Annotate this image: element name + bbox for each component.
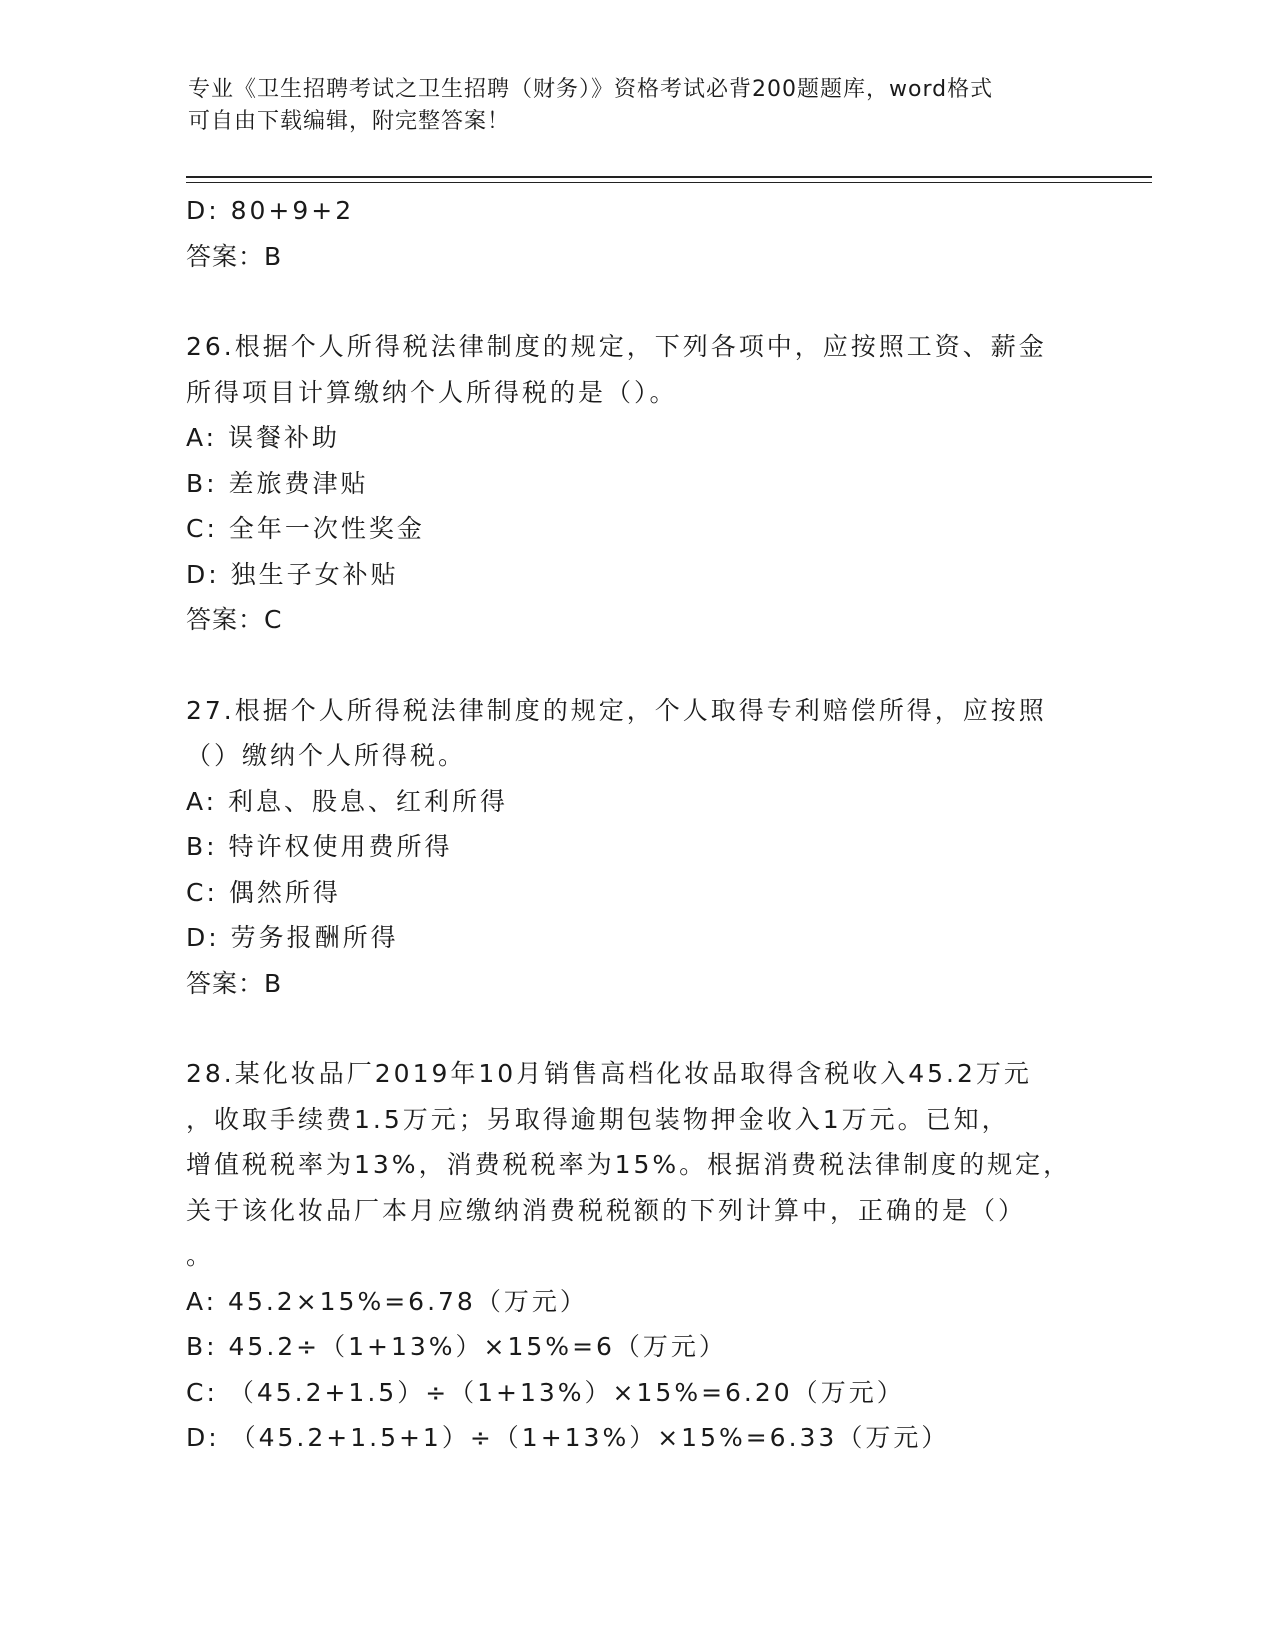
option-a: A: 45.2×15%=6.78（万元） — [186, 1286, 588, 1316]
option-d: D: 80+9+2 — [186, 196, 355, 225]
question-stem: 所得项目计算缴纳个人所得税的是（）。 — [186, 377, 678, 407]
question-stem: 关于该化妆品厂本月应缴纳消费税税额的下列计算中，正确的是（） — [186, 1195, 1027, 1225]
option-d: D: 独生子女补贴 — [186, 559, 399, 589]
spacer — [186, 279, 1086, 324]
option-b: B: 差旅费津贴 — [186, 468, 369, 498]
answer-line: 答案：C — [186, 605, 283, 634]
answer-line: 答案：B — [186, 968, 283, 998]
question-26 — [186, 324, 1086, 643]
question-stem: 。 — [186, 1241, 215, 1270]
header-rule-thin — [186, 182, 1152, 183]
question-stem: 27.根据个人所得税法律制度的规定，个人取得专利赔偿所得，应按照 — [186, 695, 1047, 725]
option-a: A: 误餐补助 — [186, 423, 341, 452]
question-stem: 增值税税率为13%，消费税税率为15%。根据消费税法律制度的规定， — [186, 1150, 1072, 1179]
question-list — [186, 188, 1086, 1461]
header-line-1: 专业《卫生招聘考试之卫生招聘（财务）》资格考试必背200题题库，word格式 — [188, 77, 994, 102]
option-c: C: 偶然所得 — [186, 877, 341, 907]
answer-line: 答案：B — [186, 241, 283, 271]
option-d: D: 劳务报酬所得 — [186, 923, 399, 952]
spacer — [186, 1006, 1086, 1051]
question-stem: ，收取手续费1.5万元；另取得逾期包装物押金收入1万元。已知， — [186, 1104, 1010, 1134]
header-line-2: 可自由下载编辑，附完整答案！ — [188, 109, 511, 134]
question-stem: （）缴纳个人所得税。 — [186, 741, 467, 770]
page-header — [188, 74, 1068, 138]
option-b: B: 45.2÷（1+13%）×15%=6（万元） — [186, 1332, 727, 1361]
question-27 — [186, 688, 1086, 1007]
header-rule-thick — [186, 176, 1152, 178]
option-a: A: 利息、股息、红利所得 — [186, 786, 509, 816]
previous-question-tail — [186, 188, 1086, 279]
option-c: C: （45.2+1.5）÷（1+13%）×15%=6.20（万元） — [186, 1377, 905, 1407]
question-stem: 26.根据个人所得税法律制度的规定，下列各项中，应按照工资、薪金 — [186, 332, 1047, 361]
question-28 — [186, 1051, 1086, 1461]
option-d: D: （45.2+1.5+1）÷（1+13%）×15%=6.33（万元） — [186, 1423, 950, 1452]
option-b: B: 特许权使用费所得 — [186, 832, 453, 861]
question-stem: 28.某化妆品厂2019年10月销售高档化妆品取得含税收入45.2万元 — [186, 1059, 1032, 1088]
spacer — [186, 643, 1086, 688]
option-c: C: 全年一次性奖金 — [186, 514, 425, 543]
